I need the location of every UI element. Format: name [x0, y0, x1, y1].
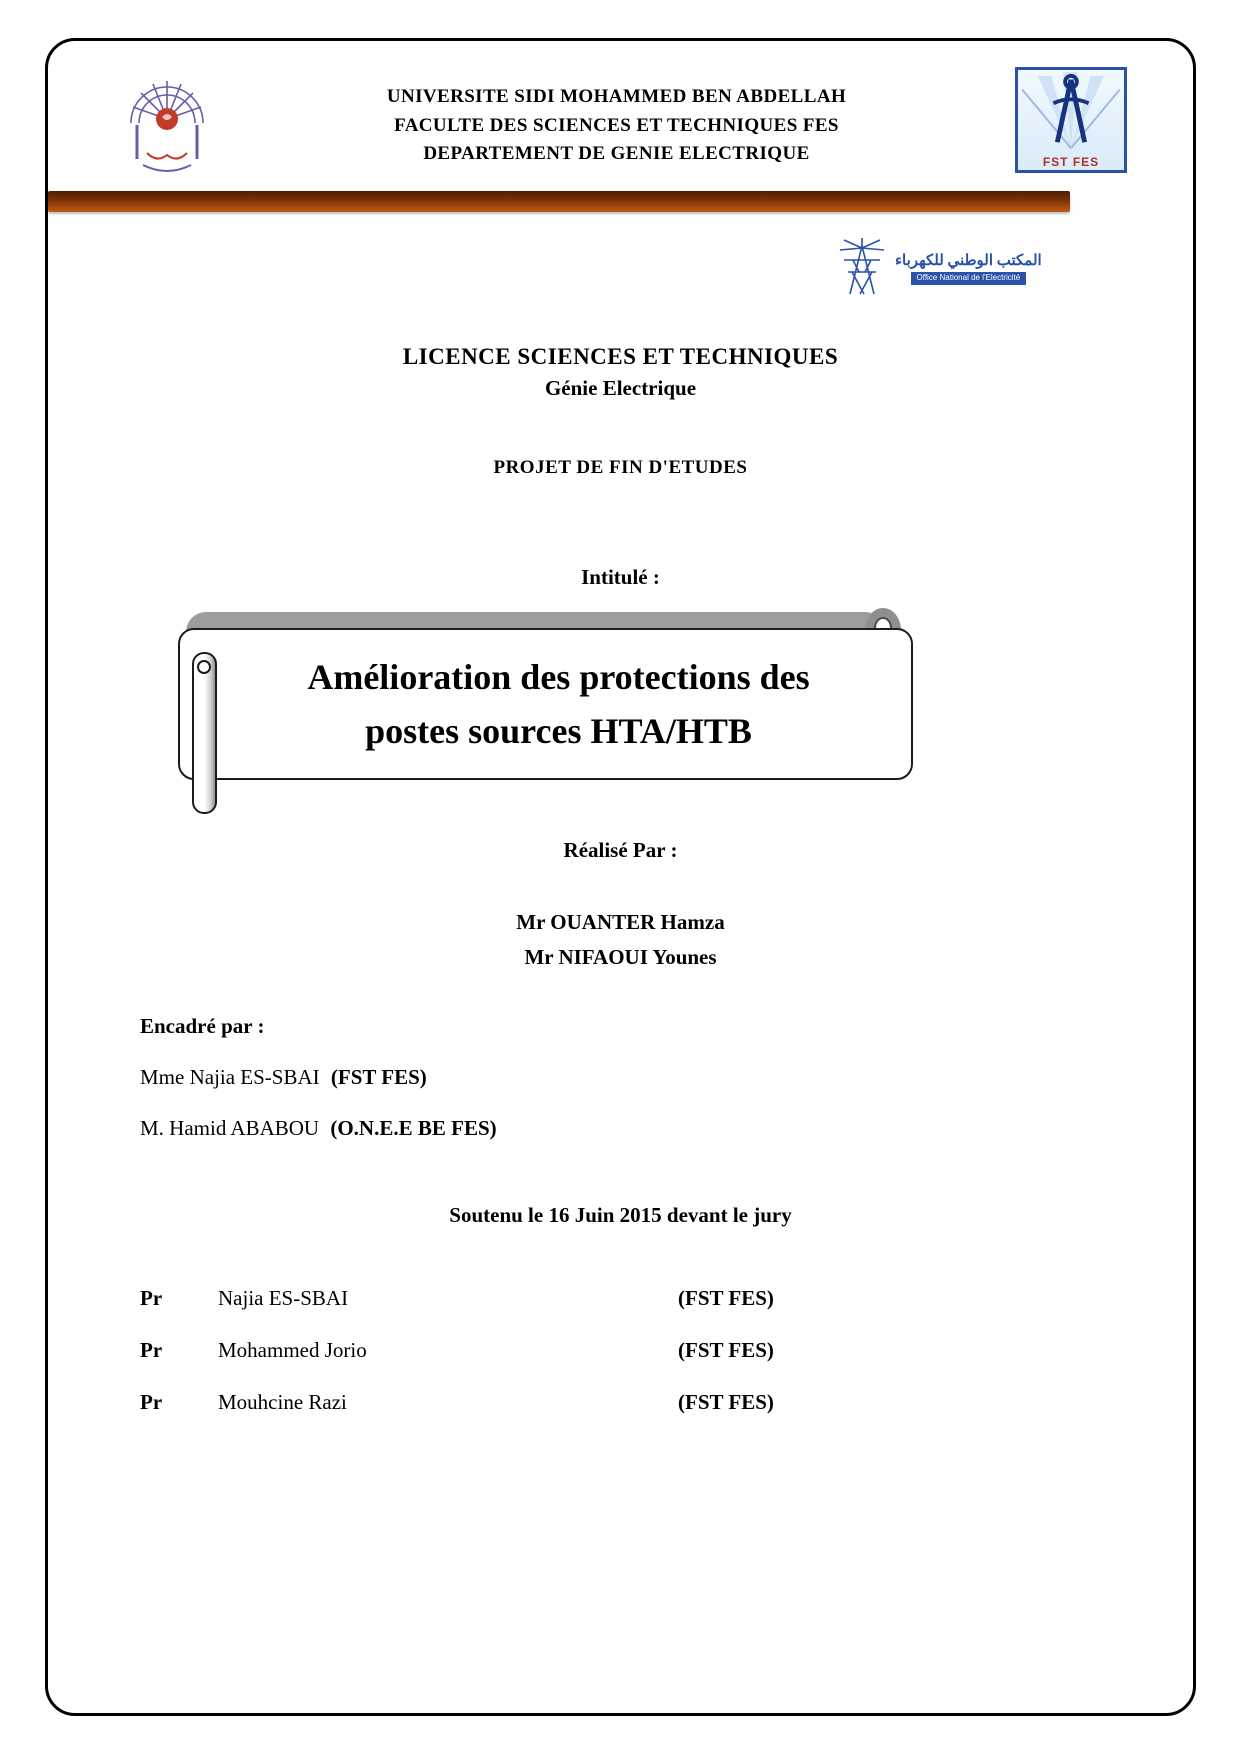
header [48, 41, 1193, 179]
project-type: PROJET DE FIN D'ETUDES [493, 457, 748, 478]
banner-scroll-curl-dot [197, 660, 211, 674]
thesis-title-line2: postes sources HTA/HTB [365, 711, 752, 751]
defense-date: Soutenu le 16 Juin 2015 devant le jury [449, 1203, 792, 1228]
degree-specialty: Génie Electrique [544, 376, 697, 400]
electricity-pylon-icon [833, 238, 891, 298]
jury-row [140, 1390, 1193, 1415]
one-caption: Office National de l'Electricité [911, 272, 1027, 284]
jury-member-title: Pr [140, 1286, 163, 1311]
thesis-title-line1: Amélioration des protections des [307, 657, 810, 697]
encadre-block [140, 1014, 1193, 1141]
jury-member-affiliation: (FST FES) [678, 1390, 774, 1415]
banner-scroll-curl [192, 652, 217, 814]
university-emblem-icon [116, 67, 218, 179]
one-logo [833, 238, 1042, 298]
jury-member-affiliation: (FST FES) [678, 1338, 774, 1363]
department-name: DEPARTEMENT DE GENIE ELECTRIQUE [423, 143, 810, 164]
jury-member-name: Mohammed Jorio [218, 1338, 367, 1363]
supervisor-1 [140, 1065, 1193, 1090]
institution-block [218, 67, 1015, 169]
encadre-label: Encadré par : [140, 1014, 265, 1039]
jury-member-affiliation: (FST FES) [678, 1286, 774, 1311]
realise-label: Réalisé Par : [563, 838, 678, 862]
degree-block [48, 344, 1193, 401]
one-text-block [895, 251, 1042, 284]
one-arabic-name: المكتب الوطني للكهرباء [895, 253, 1042, 270]
jury-member-name: Najia ES-SBAI [218, 1286, 349, 1311]
faculty-name: FACULTE DES SCIENCES ET TECHNIQUES FES [394, 114, 839, 136]
fst-pylon-icon [1018, 70, 1124, 152]
authors-block [48, 905, 1193, 974]
title-banner [178, 628, 913, 780]
university-emblem-logo [116, 67, 218, 179]
jury-member-title: Pr [140, 1390, 163, 1415]
decorative-bar [48, 191, 1070, 212]
fst-fes-logo [1015, 67, 1127, 173]
supervisor-2-affiliation: (O.N.E.E BE FES) [330, 1116, 497, 1141]
university-name: UNIVERSITE SIDI MOHAMMED BEN ABDELLAH [386, 86, 847, 107]
jury-member-title: Pr [140, 1338, 163, 1363]
cover-page [45, 38, 1196, 1716]
supervisor-1-affiliation: (FST FES) [330, 1065, 427, 1090]
jury-list [140, 1286, 1193, 1415]
supervisor-2-name: M. Hamid ABABOU [140, 1116, 320, 1141]
banner-panel [178, 628, 913, 780]
author-1: Mr OUANTER Hamza [516, 910, 725, 934]
fst-fes-logo-label: FST FES [1042, 155, 1100, 169]
jury-row [140, 1338, 1193, 1363]
jury-member-name: Mouhcine Razi [218, 1390, 347, 1415]
jury-row [140, 1286, 1193, 1311]
author-2: Mr NIFAOUI Younes [524, 944, 717, 969]
degree-title: LICENCE SCIENCES ET TECHNIQUES [402, 344, 839, 369]
intitule-label: Intitulé : [581, 565, 660, 589]
supervisor-1-name: Mme Najia ES-SBAI [140, 1065, 320, 1090]
supervisor-2 [140, 1116, 1193, 1141]
